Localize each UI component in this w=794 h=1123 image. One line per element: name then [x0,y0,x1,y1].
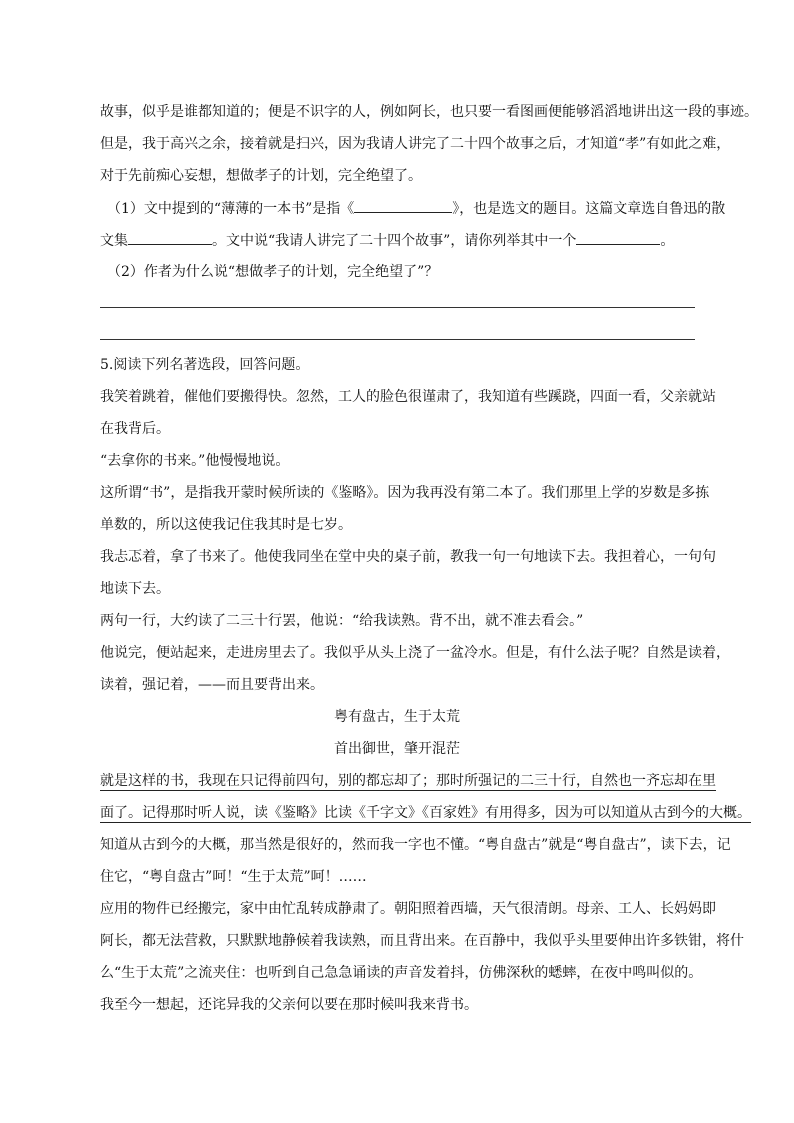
passage2-p1-line-1: 我笑着跳着，催他们要搬得快。忽然，工人的脸色很谨肃了，我知道有些蹊跷，四面一看，父亲就站 [100,389,716,405]
passage2-p4-line-1: 我忐忑着，拿了书来了。他使我同坐在堂中央的桌子前，教我一句一句地读下去。我担着心，一句句 [100,549,716,565]
question-1-text-d: 。文中说“我请人讲完了二十四个故事”，请你列举其中一个 [212,233,577,249]
passage2-p4-line-2: 地读下去。 [100,581,170,597]
passage2-p7-line-1 [100,771,716,791]
underlined-sentence-1: 就是这样的书，我现在只记得前四句，别的都忘却了；那时所强记的二三十行，自然也一齐忘却在里 [100,773,716,789]
passage1-line-3: 对于先前痴心妄想，想做孝子的计划，完全绝望了。 [100,168,422,184]
passage2-p3-line-1: 这所谓“书”，是指我开蒙时候所读的《鉴略》。因为我再没有第二本了。我们那里上学的岁数是多拣 [100,485,710,501]
passage2-p7-line-3: 知道从古到今的大概，那当然是很好的，然而我一字也不懂。“粤自盘古”就是“粤自盘古”，读下去，记 [100,837,731,853]
question-1-text-a: （1）文中提到的“薄薄的一本书”是指《 [107,201,355,217]
question-1-line-1 [107,198,726,219]
answer-line-2[interactable] [100,339,695,340]
passage2-p7-line-4: 住它，“粤自盘古”呵！“生于太荒”呵！…… [100,869,367,885]
passage2-p9: 我至今一想起，还诧异我的父亲何以要在那时候叫我来背书。 [100,997,478,1013]
passage2-p8-line-2: 阿长，都无法营救，只默默地静候着我读熟，而且背出来。在百静中，我似乎头里要伸出许多铁钳，将什 [100,933,744,949]
passage1-line-1: 故事，似乎是谁都知道的；便是不识字的人，例如阿长，也只要一看图画便能够滔滔地讲出这一段的事迹。 [100,104,758,120]
question-1-text-b: 》，也是选文的题目。这篇文章选自鲁迅的散 [452,201,726,217]
passage2-p8-line-1: 应用的物件已经搬完，家中由忙乱转成静肃了。朝阳照着西墙，天气很清朗。母亲、工人、长妈妈即 [100,901,716,917]
answer-blank-book-title[interactable] [354,198,452,213]
passage2-p2: “去拿你的书来。”他慢慢地说。 [100,453,290,469]
passage2-p6-line-1: 他说完，便站起来，走进房里去了。我似乎从头上浇了一盆冷水。但是，有什么法子呢？自然是读着， [100,645,730,661]
answer-blank-story[interactable] [576,230,660,245]
passage2-p3-line-2: 单数的，所以这使我记住我其时是七岁。 [100,517,352,533]
passage2-p1-line-2: 在我背后。 [100,421,170,437]
answer-blank-collection[interactable] [128,230,212,245]
question-2: （2）作者为什么说“想做孝子的计划，完全绝望了”？ [107,264,439,280]
passage2-p6-line-2: 读着，强记着，——而且要背出来。 [100,677,324,693]
verse-line-1: 粤有盘古，生于太荒 [334,709,460,725]
passage2-p7-line-2 [100,803,751,823]
question-1-line-2 [100,230,700,251]
underlined-sentence-2: 面了。记得那时听人说，读《鉴略》比读《千字文》《百家姓》有用得多，因为可以知道从古到今的大概。 [100,805,751,821]
answer-line-1[interactable] [100,307,695,308]
verse-line-2: 首出御世，肇开混茫 [334,741,460,757]
section-5-title: 5.阅读下列名著选段，回答问题。 [100,357,310,373]
question-1-text-e: 。 [660,233,675,249]
passage2-p5: 两句一行，大约读了二三十行罢，他说：“给我读熟。背不出，就不准去看会。” [100,613,584,629]
question-1-text-c: 文集 [100,233,128,249]
passage2-p8-line-3: 么“生于太荒”之流夹住：也听到自己急急诵读的声音发着抖，仿佛深秋的蟋蟀，在夜中鸣叫似的。 [100,965,703,981]
passage1-line-2: 但是，我于高兴之余，接着就是扫兴，因为我请人讲完了二十四个故事之后，才知道“孝”有如此之难， [100,136,731,152]
